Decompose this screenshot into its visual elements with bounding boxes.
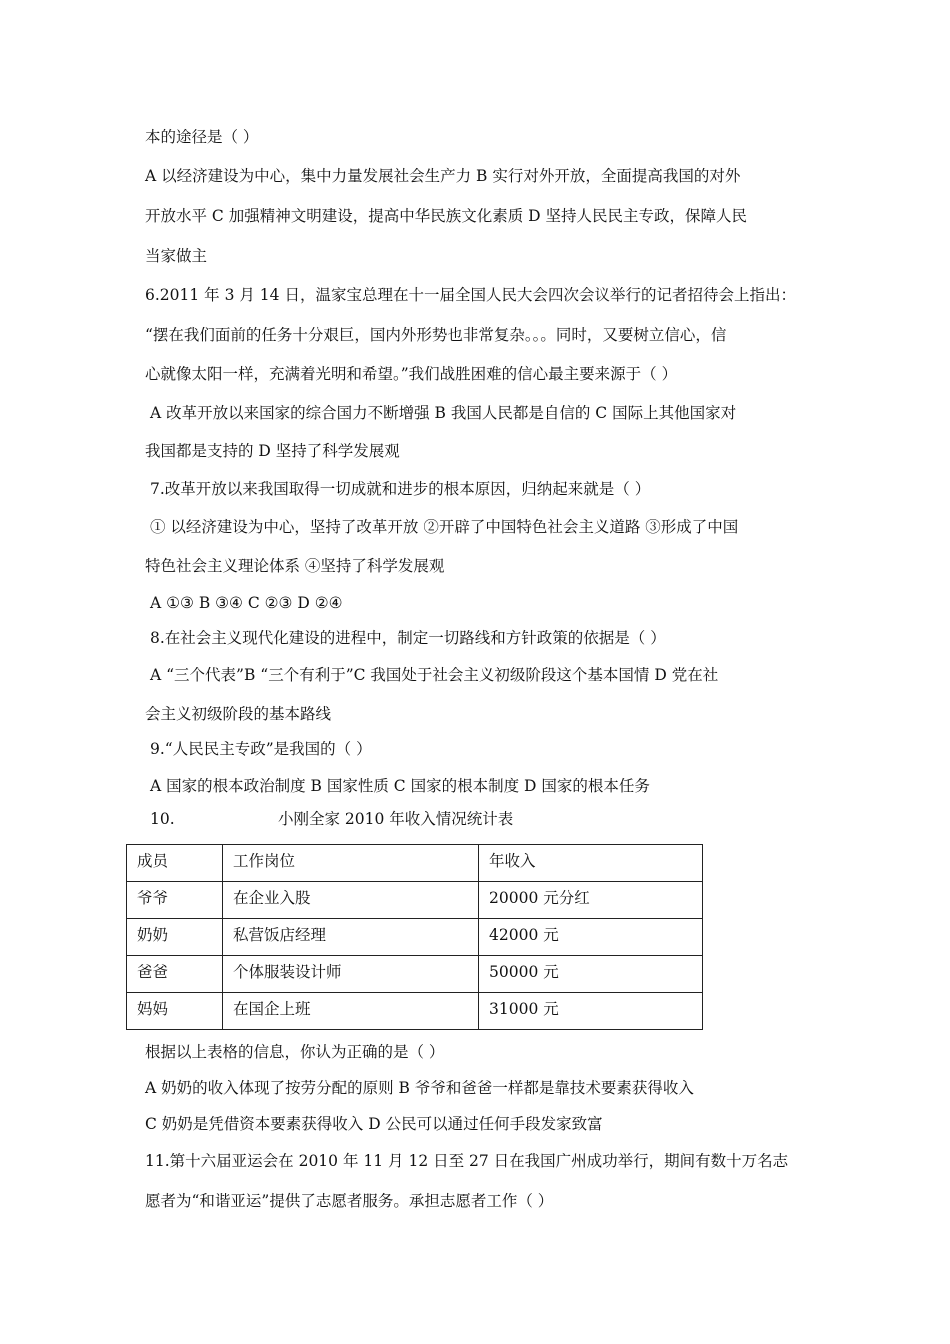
question-7-stem: 7.改革开放以来我国取得一切成就和进步的根本原因，归纳起来就是（ ）	[150, 480, 651, 498]
table-header-cell: 年收入	[479, 845, 703, 882]
question-5-stem-end: 本的途径是（ ）	[145, 128, 259, 146]
table-cell: 31000 元	[479, 993, 703, 1030]
question-5-options: 当家做主	[145, 247, 208, 265]
table-cell: 在企业入股	[223, 882, 479, 919]
table-cell: 爸爸	[127, 956, 223, 993]
table-row	[127, 993, 703, 1030]
question-6-options: A 改革开放以来国家的综合国力不断增强 B 我国人民都是自信的 C 国际上其他国家对	[150, 404, 737, 422]
question-6-options: 我国都是支持的 D 坚持了科学发展观	[145, 442, 400, 460]
table-cell: 奶奶	[127, 919, 223, 956]
question-10-stem: 根据以上表格的信息，你认为正确的是（ ）	[145, 1043, 445, 1061]
question-6-stem: 心就像太阳一样，充满着光明和希望。”我们战胜困难的信心最主要来源于（ ）	[145, 365, 678, 383]
table-header-row	[127, 845, 703, 882]
question-9-options: A 国家的根本政治制度 B 国家性质 C 国家的根本制度 D 国家的根本任务	[150, 777, 650, 795]
table-row	[127, 919, 703, 956]
table-cell: 50000 元	[479, 956, 703, 993]
table-title: 小刚全家 2010 年收入情况统计表	[278, 810, 514, 828]
table-cell: 42000 元	[479, 919, 703, 956]
question-7-statements: 特色社会主义理论体系 ④坚持了科学发展观	[145, 557, 445, 575]
table-row	[127, 882, 703, 919]
table-cell: 爷爷	[127, 882, 223, 919]
table-header-cell: 工作岗位	[223, 845, 479, 882]
question-10-options: C 奶奶是凭借资本要素获得收入 D 公民可以通过任何手段发家致富	[145, 1115, 603, 1133]
question-9-stem: 9.“人民民主专政”是我国的（ ）	[150, 740, 372, 758]
table-cell: 妈妈	[127, 993, 223, 1030]
question-11-stem: 11.第十六届亚运会在 2010 年 11 月 12 日至 27 日在我国广州成功举行，期间有数十万名志	[145, 1152, 789, 1170]
question-10-number: 10.	[150, 810, 175, 828]
income-table	[126, 844, 703, 1030]
table-cell: 个体服装设计师	[223, 956, 479, 993]
table-cell: 在国企上班	[223, 993, 479, 1030]
question-5-options: 开放水平 C 加强精神文明建设，提高中华民族文化素质 D 坚持人民民主专政，保障人民	[145, 207, 747, 225]
question-8-options: 会主义初级阶段的基本路线	[145, 705, 332, 723]
question-7-statements: ① 以经济建设为中心，坚持了改革开放 ②开辟了中国特色社会主义道路 ③形成了中国	[150, 518, 739, 536]
question-10-options: A 奶奶的收入体现了按劳分配的原则 B 爷爷和爸爸一样都是靠技术要素获得收入	[145, 1079, 694, 1097]
question-8-options: A “三个代表”B “三个有利于”C 我国处于社会主义初级阶段这个基本国情 D 党在社	[150, 666, 719, 684]
table-row	[127, 956, 703, 993]
question-6-stem: 6.2011 年 3 月 14 日，温家宝总理在十一届全国人民大会四次会议举行的记者招待会上指出：	[145, 286, 796, 304]
table-cell: 私营饭店经理	[223, 919, 479, 956]
question-6-stem: “摆在我们面前的任务十分艰巨，国内外形势也非常复杂。。。同时，又要树立信心，信	[145, 326, 727, 344]
question-11-stem: 愿者为“和谐亚运”提供了志愿者服务。承担志愿者工作（ ）	[145, 1192, 554, 1210]
table-caption	[150, 808, 513, 830]
table-cell: 20000 元分红	[479, 882, 703, 919]
question-5-options: A 以经济建设为中心，集中力量发展社会生产力 B 实行对外开放，全面提高我国的对外	[145, 167, 741, 185]
question-7-options: A ①③ B ③④ C ②③ D ②④	[150, 594, 343, 612]
question-8-stem: 8.在社会主义现代化建设的进程中，制定一切路线和方针政策的依据是（ ）	[150, 629, 666, 647]
table-header-cell: 成员	[127, 845, 223, 882]
